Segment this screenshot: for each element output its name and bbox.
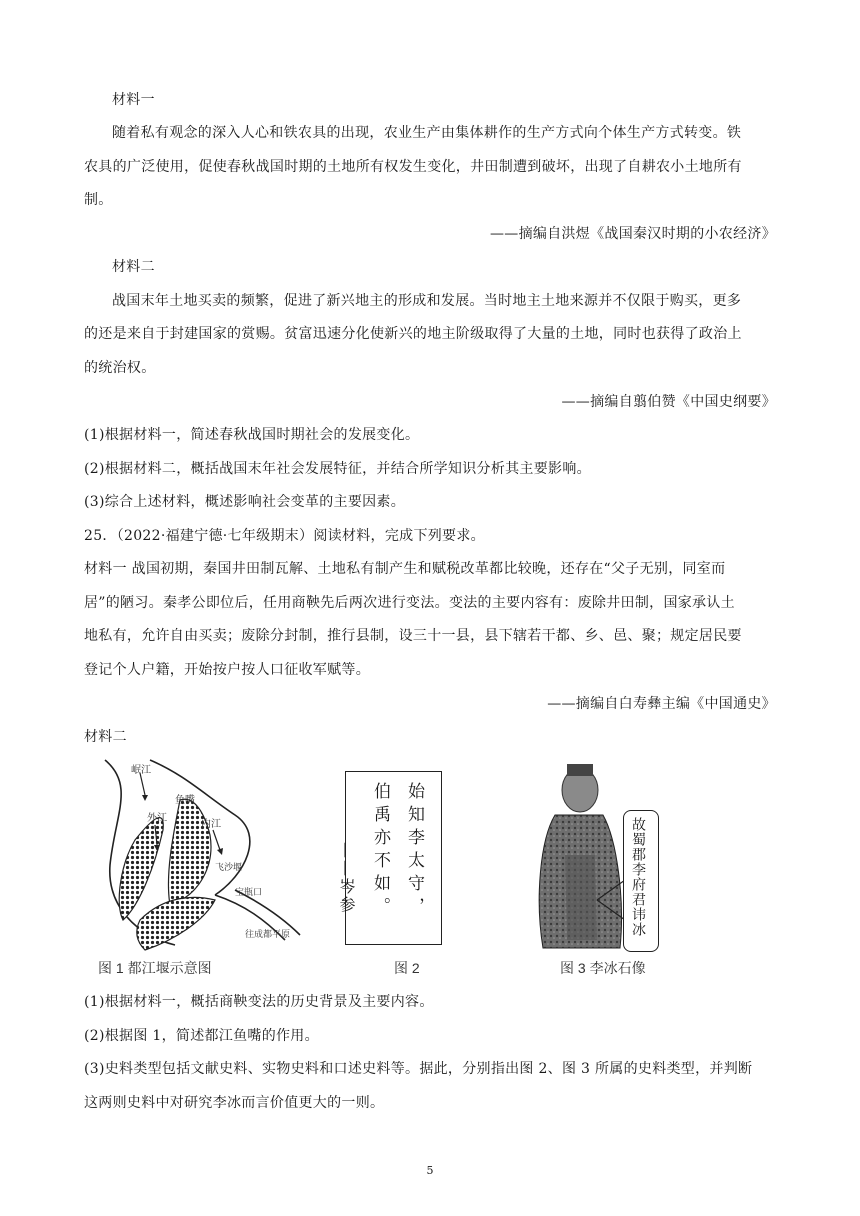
q25-material1-line: 地私有，允许自由买卖；废除分封制，推行县制，设三十一县，县下辖若干都、乡、邑、聚；规定居民要 [84, 628, 742, 644]
material1-line: 随着私有观念的深入人心和铁农具的出现，农业生产由集体耕作的生产方式向个体生产方式转变。铁 [112, 125, 742, 141]
question-25-3-cont: 这两则史料中对研究李冰而言价值更大的一则。 [84, 1095, 385, 1111]
fig1-caption: 图 1 都江堰示意图 [98, 960, 212, 976]
fig3-caption: 图 3 李冰石像 [560, 960, 646, 976]
question-24-1: (1)根据材料一，简述春秋战国时期社会的发展变化。 [84, 427, 420, 443]
inscription-text: 故蜀郡李府君讳冰 [630, 817, 646, 937]
question-25-3: (3)史料类型包括文献史料、实物史料和口述史料等。据此，分别指出图 2、图 3 所属的史料类型，并判断 [84, 1061, 753, 1077]
q25-material1-source: ——摘编自白寿彝主编《中国通史》 [547, 696, 776, 712]
poem-author: ——岑参 [337, 842, 356, 914]
material2-line: 的统治权。 [84, 360, 156, 376]
label-yuzui: 鱼嘴 [175, 795, 195, 806]
li-bing-statue-image [525, 760, 685, 950]
material1-source: ——摘编自洪煜《战国秦汉时期的小农经济》 [490, 226, 776, 242]
poem-line-1: 始知李太守， [404, 782, 424, 920]
question-25-title: 25．（2022·福建宁德·七年级期末）阅读材料，完成下列要求。 [84, 528, 485, 544]
material1-heading: 材料一 [112, 92, 155, 108]
label-minjiang: 岷江 [131, 765, 151, 776]
label-chengdu: 往成都平原 [245, 929, 291, 939]
material2-source: ——摘编自翦伯赞《中国史纲要》 [561, 394, 776, 410]
inscription-callout [623, 810, 659, 952]
q25-material1-line: 材料一 战国初期，秦国井田制瓦解、土地私有制产生和赋税改革都比较晚，还存在“父子无别，同室而 [84, 561, 726, 577]
question-25-1: (1)根据材料一，概括商鞅变法的历史背景及主要内容。 [84, 994, 434, 1010]
label-waijiang: 外江 [147, 813, 167, 824]
poem-line-2: 伯禹亦不如。 [370, 782, 390, 920]
question-25-2: (2)根据图 1，简述都江鱼嘴的作用。 [84, 1028, 319, 1044]
question-24-2: (2)根据材料二，概括战国末年社会发展特征，并结合所学知识分析其主要影响。 [84, 461, 591, 477]
label-feisha: 飞沙堰 [215, 862, 243, 872]
material2-heading: 材料二 [112, 259, 155, 275]
material2-line: 的还是来自于封建国家的赏赐。贫富迅速分化使新兴的地主阶级取得了大量的土地，同时也获得了政治上 [84, 326, 742, 342]
label-neijiang: 内江 [201, 819, 221, 830]
material2-line: 战国末年土地买卖的频繁，促进了新兴地主的形成和发展。当时地主土地来源并不仅限于购买，更多 [112, 293, 742, 309]
q25-material2-heading: 材料二 [84, 729, 127, 745]
dujiangyan-diagram [95, 755, 325, 955]
fig2-caption: 图 2 [394, 960, 420, 976]
label-baopingkou: 宝瓶口 [235, 887, 263, 897]
q25-material1-line: 居”的陋习。秦孝公即位后，任用商鞅先后两次进行变法。变法的主要内容有：废除井田制，国家承认土 [84, 595, 735, 611]
material1-line: 农具的广泛使用，促使春秋战国时期的土地所有权发生变化，井田制遭到破坏，出现了自耕农小土地所有 [84, 159, 742, 175]
question-24-3: (3)综合上述材料，概述影响社会变革的主要因素。 [84, 494, 406, 510]
poem-box [337, 771, 442, 945]
q25-material1-line: 登记个人户籍，开始按户按人口征收军赋等。 [84, 662, 370, 678]
material1-line: 制。 [84, 192, 113, 208]
page-number: 5 [426, 1164, 434, 1177]
